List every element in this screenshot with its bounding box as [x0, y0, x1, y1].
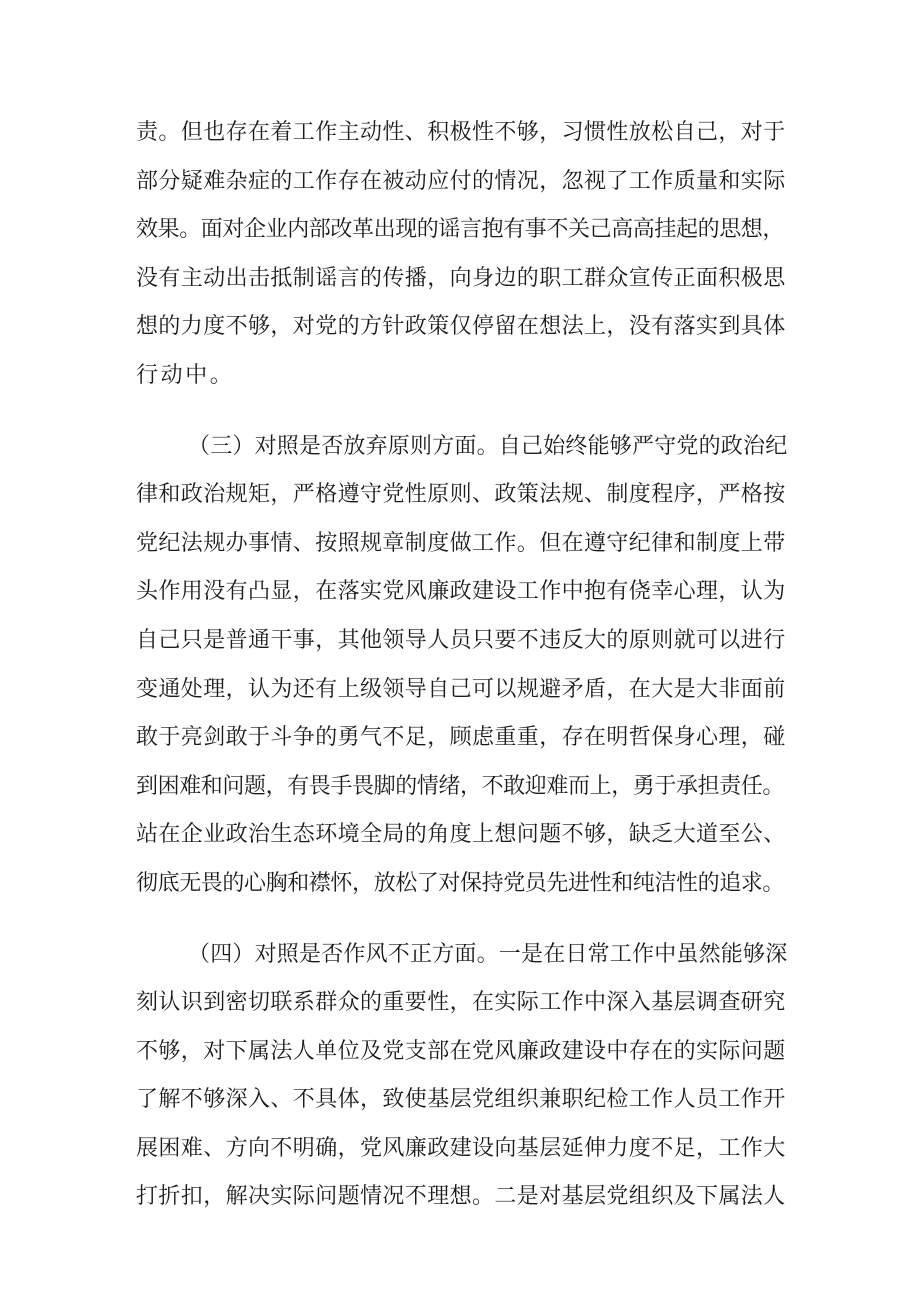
text-line: 行动中。: [136, 362, 235, 388]
text-line: （四）对照是否作风不正方面。一是在日常工作中虽然能够深: [188, 941, 788, 967]
text-line: 彻底无畏的心胸和襟怀，放松了对保持党员先进性和纯洁性的追求。: [136, 870, 785, 896]
paragraph-section-3: [136, 423, 786, 909]
paragraph-spacer: [136, 401, 786, 423]
text-line: 了解不够深入、不具体，致使基层党组织兼职纪检工作人员工作开: [136, 1087, 786, 1113]
document-body: [136, 109, 786, 1222]
text-line: 效果。面对企业内部改革出现的谣言抱有事不关己高高挂起的思想，: [136, 217, 785, 243]
paragraph-continuation: [136, 109, 786, 401]
text-line: 不够，对下属法人单位及党支部在党风廉政建设中存在的实际问题: [136, 1038, 786, 1064]
text-line: 党纪法规办事情、按照规章制度做工作。但在遵守纪律和制度上带: [136, 530, 786, 556]
text-line: 打折扣，解决实际问题情况不理想。二是对基层党组织及下属法人: [136, 1184, 786, 1210]
text-line: 责。但也存在着工作主动性、积极性不够，习惯性放松自己，对于: [136, 120, 786, 145]
text-line: 变通处理，认为还有上级领导自己可以规避矛盾，在大是大非面前: [136, 676, 786, 702]
text-line: 到困难和问题，有畏手畏脚的情绪，不敢迎难而上，勇于承担责任。: [136, 773, 785, 799]
paragraph-section-4: [136, 931, 786, 1223]
text-line: 自己只是普通干事，其他领导人员只要不违反大的原则就可以进行: [136, 627, 786, 653]
text-line: 没有主动出击抵制谣言的传播，向身边的职工群众宣传正面积极思: [136, 265, 786, 291]
text-line: （三）对照是否放弃原则方面。自己始终能够严守党的政治纪: [188, 433, 788, 459]
paragraph-spacer: [136, 909, 786, 931]
text-line: 部分疑难杂症的工作存在被动应付的情况，忽视了工作质量和实际: [136, 168, 786, 194]
text-line: 敢于亮剑敢于斗争的勇气不足，顾虑重重，存在明哲保身心理，碰: [136, 725, 786, 751]
text-line: 站在企业政治生态环境全局的角度上想问题不够，缺乏大道至公、: [136, 822, 786, 848]
text-line: 刻认识到密切联系群众的重要性，在实际工作中深入基层调查研究: [136, 990, 786, 1016]
text-line: 想的力度不够，对党的方针政策仅停留在想法上，没有落实到具体: [136, 314, 786, 340]
text-line: 头作用没有凸显，在落实党风廉政建设工作中抱有侥幸心理，认为: [136, 579, 786, 605]
text-line: 展困难、方向不明确，党风廉政建设向基层延伸力度不足，工作大: [136, 1135, 786, 1161]
text-line: 律和政治规矩，严格遵守党性原则、政策法规、制度程序，严格按: [136, 482, 786, 508]
